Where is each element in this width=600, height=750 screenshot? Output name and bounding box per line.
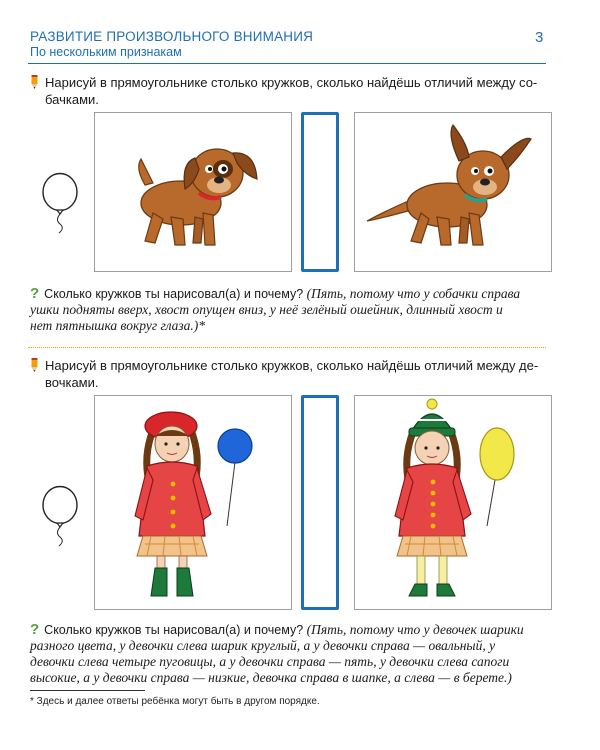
girl-left-picture [94,395,292,610]
task2-question: Сколько кружков ты нарисовал(а) и почему? [44,623,304,637]
task2-line2: вочками. [45,375,99,390]
task2-answer-line3: девочки слева четыре пуговицы, а у девочки справа — пять, у девочки слева сапоги [30,654,510,669]
header-rule [28,63,546,64]
task2-answer-line1: (Пять, потому что у девочек шарики [306,622,524,637]
dog-left-illustration [95,113,292,272]
section-title: РАЗВИТИЕ ПРОИЗВОЛЬНОГО ВНИМАНИЯ [30,29,314,44]
task2-line1: Нарисуй в прямоугольнике столько кружков, сколько найдёшь отличий между де- [45,358,539,373]
dog-right-picture [354,112,552,272]
footnote: * Здесь и далее ответы ребёнка могут быть в другом порядке. [30,696,320,707]
task1-question: Сколько кружков ты нарисовал(а) и почему? [44,287,304,301]
question-mark-icon: ? [30,621,40,638]
footnote-rule [30,690,145,691]
balloon-icon [40,485,80,547]
task1-answer-line3: нет пятнышка вокруг глаза.)* [30,318,206,333]
task2-question-answer [30,622,555,686]
girl-left-illustration [95,396,292,610]
question-mark-icon: ? [30,285,40,302]
section-divider [28,347,546,348]
task1-answer-line2: ушки подняты вверх, хвост опущен вниз, у неё зелёный ошейник, длинный хвост и [30,302,503,317]
section-subtitle: По нескольким признакам [30,45,182,59]
dog-left-picture [94,112,292,272]
answer-rectangle-2[interactable] [301,395,339,610]
task1-line1: Нарисуй в прямоугольнике столько кружков, сколько найдёшь отличий между со- [45,75,538,90]
task1-question-answer [30,286,555,334]
page-number: 3 [535,29,544,46]
pencil-icon [30,358,39,372]
girl-right-picture [354,395,552,610]
task2-instruction [30,357,550,391]
answer-rectangle-1[interactable] [301,112,339,272]
task1-answer-line1: (Пять, потому что у собачки справа [306,286,521,301]
task1-line2: бачками. [45,92,99,107]
task1-instruction [30,74,550,108]
task2-answer-line4: высокие, а у девочки справа — низкие, девочка справа в шапке, а слева — в берете.) [30,670,512,685]
dog-right-illustration [355,113,552,272]
girl-right-illustration [355,396,552,610]
pencil-icon [30,75,39,89]
balloon-icon [40,172,80,234]
task2-answer-line2: разного цвета, у девочки слева шарик круглый, а у девочки справа — овальный, у [30,638,496,653]
